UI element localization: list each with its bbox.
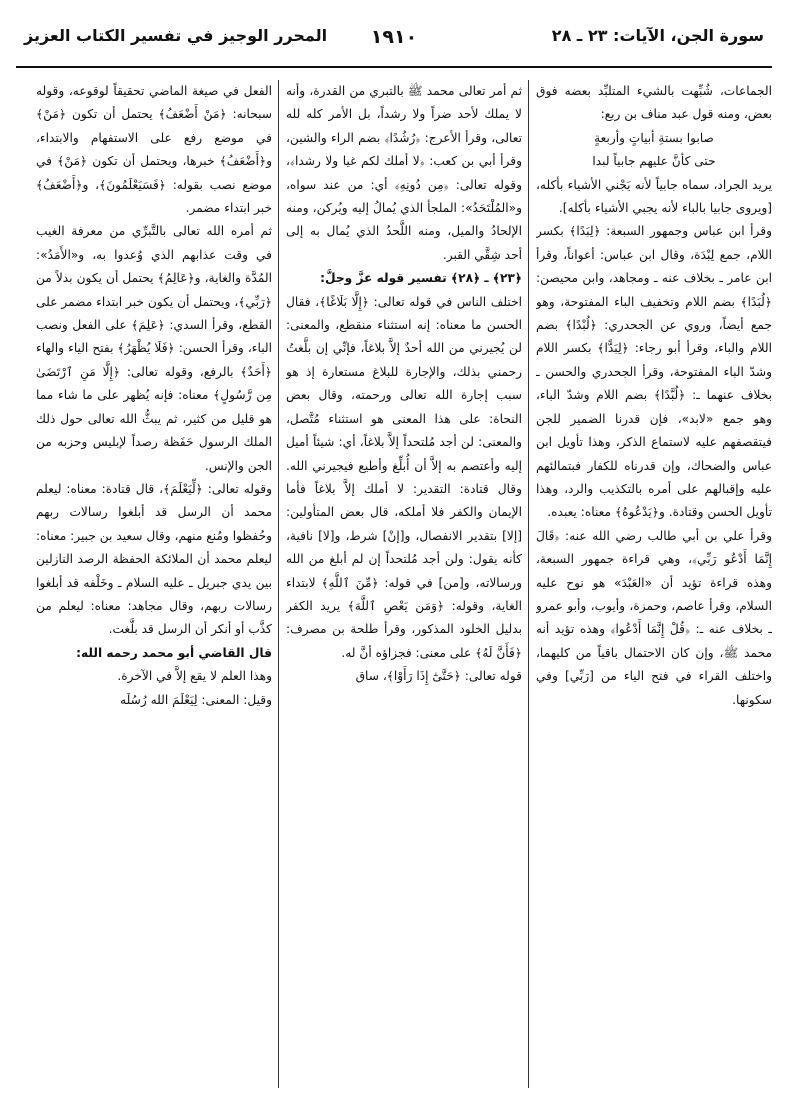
paragraph: اختلف الناس في قوله تعالى: ﴿إِلَّا بَلَاغًا﴾، فقال الحسن ما معناه: إنه استثناء منقطع، والمعنى: لن يُجيرني من الله أحدٌ إلاَّ بلاغاً، فإنِّي إن بلَّغتُ رحمني بذلك، والإجارة للبلاغ مستعارة إذ هو سبب إجارة الله تعالى ورحمته، وقال بعض النحاة: على هذا المعنى هو استثناء مُتَّصل، والمعنى: لن أجد مُلتحداً إلاَّ بلاغاً، أي: شيئاً أميل إليه وأعتصم به إلاَّ أن أُبلِّغ وأطيع فيجيرني الله. وقال قتادة: التقدير: لا أملك إلاَّ بلاغاً فأما الإيمان والكفر فلا أملكه، قال بعض المتأولين: [إلا] بتقدير الانفصال، و[إنْ] شرط، و[لا] نافية، كأنه يقول: ولن أجد مُلتحداً إن لم أبلغ من الله ورسالاته، و[من] في قوله: ﴿مِّنَ ٱللَّهِ﴾ لابتداء الغاية، وقوله: ﴿وَمَن يَعْصِ ٱللَّهَ﴾ يريد الكفر بدليل الخلود المذكور، وقرأ طلحة بن مصرف: ﴿فَأَنَّ لَهُ﴾ على معنى: فجزاؤه أنَّ له. (286, 294, 522, 660)
paragraph: وقوله تعالى: ﴿لِّيَعْلَمَ﴾، قال قتادة: معناه: ليعلم محمد أن الرسل قد أبلغوا رسالات ربهم وحُفظوا ومُنع منهم، وقال سعيد بن جبير: معناه: ليعلم محمد أن الملائكة الحفظة الرصد النازلين بين يدي جبريل ـ عليه السلام ـ وخَلْفه قد أبلغوا رسالات ربهم، وقال مجاهد: معناه: ليعلم من كذَّب أو أنكر أن الرسل قد بلَّغت. (36, 481, 272, 637)
paragraph: وقرأ ابن عباس وجمهور السبعة: ﴿لِبَدًا﴾ بكسر اللام، جمع لِبْدَة، وقال ابن عباس: أعواناً، وقرأ ابن عامر ـ بخلاف عنه ـ ومجاهد، وابن محيصن: ﴿لُبَدًا﴾ بضم اللام وتخفيف الباء المفتوحة، وهو جمع أيضاً، وروي عن الجحدري: ﴿لُبْدًا﴾ بضم اللام والباء، وقرأ أبو رجاء: ﴿لِبَدًّا﴾ بكسر اللام وشدّ الباء المفتوحة، وقرأ الجحدري والحسن ـ بخلاف عنهما ـ: ﴿لُبَّدًا﴾ بضم اللام وشدّ الباء، وهو جمع «لابد»، فإن قدرنا الضمير للجن فيتقصفهم عليه لاستماع الذكر، وهذا تأويل ابن عباس والضحاك، وإن قدرناه للكفار فبتمالئهم عليه وإقبالهم على أمره بالتكذيب والرد، وهذا تأويل الحسن وقتادة. و﴿يَدْعُوهُ﴾ معناه: يعبده. (536, 224, 772, 520)
paragraph: ثم أمر تعالى محمد ﷺ بالتبري من القدرة، وأنه لا يملك لأحد ضراً ولا رشداً، بل الأمر كله لله تعالى، وقرأ الأعرج: ﴿رُشُدًا﴾ بضم الراء والشين، وقرأ أبي بن كعب: ﴿لا أملك لكم غيا ولا رشدا﴾، وقوله تعالى: ﴿مِن دُونِهِ﴾ أي: من عند سواه، و«المُلْتَحَدُ»: الملجأ الذي يُمالُ إليه ويُركن، ومنه الإلحادُ والميل، ومنه اللَّحدُ الذي يُمال به إلى أحد شِقَّي القبر. (286, 84, 522, 262)
paragraph: الفعل في صيغة الماضي تحقيقاً لوقوعه، وقوله سبحانه: ﴿مَنْ أَضْعَفُ﴾ يحتمل أن تكون ﴿مَنْ﴾ في موضع رفع على الاستفهام والابتداء، و﴿أَضْعَفُ﴾ خبرها، ويحتمل أن تكون ﴿مَنْ﴾ في موضع نصب بقوله: ﴿فَسَيَعْلَمُونَ﴾، و﴿أَضْعَفُ﴾ خبر ابتداء مضمر. (36, 84, 272, 216)
poetry-verse: صابوا بستةِ أبياتٍ وأربعةٍ (594, 130, 714, 145)
column-right (536, 80, 772, 1088)
column-divider (528, 80, 529, 1088)
book-title: المحرر الوجيز في تفسير الكتاب العزيز (24, 26, 328, 45)
paragraph: وهذا العلم لا يقع إلاَّ في الآخرة. (117, 669, 272, 684)
paragraph: وقرأ علي بن أبي طالب رضي الله عنه: ﴿قَالَ إِنَّمَا أَدْعُو رَبِّي﴾، وهي قراءة جمهور السبعة، وهذه قراءة تؤيد أن «العَبْدَ» هو نوح عليه السلام، وقرأ عاصم، وحمزة، وأيوب، وأبو عمرو ـ بخلاف عنه ـ: ﴿قُلْ إِنَّمَا أَدْعُوا﴾ وهذه تؤيد أنه محمد ﷺ، وإن كان الاحتمال باقياً من كليهما، واختلف القراء في فتح الياء من [رَبِّي] وفي سكونها. (536, 528, 772, 707)
column-divider (278, 80, 279, 1088)
poetry-verse: حتى كأنَّ عليهم جابياً لبدا (592, 154, 716, 169)
page-header (16, 10, 772, 68)
section-heading: ﴿٢٣﴾ ـ ﴿٢٨﴾ تفسير قوله عزَّ وجلَّ: (320, 271, 522, 286)
column-left (36, 80, 272, 1088)
surah-reference: سورة الجن، الآيات: ٢٣ ـ ٢٨ (551, 26, 764, 45)
paragraph: قوله تعالى: ﴿حَتَّىٰٓ إِذَا رَأَوْا﴾، ساق (355, 669, 522, 684)
paragraph: الجماعات، شُبِّهت بالشيء المتلبِّد بعضه فوق بعض، ومنه قول عبد مناف بن ربع: (536, 84, 772, 122)
paragraph: ثم أمره الله تعالى بالتَّبرِّي من معرفة الغيب في وقت عذابهم الذي وُعدوا به، و«الأَمَدُ»: المُدَّة والغاية، و﴿عَالِمُ﴾ يحتمل أن يكون بدلاً من ﴿رَبِّي﴾، ويحتمل أن يكون خبر ابتداء مضمر على القطع، وقرأ السدي: ﴿عَلِمَ﴾ على الفعل ونصب الباء، وقرأ الحسن: ﴿فَلَا يُظْهَرُ﴾ بفتح الياء والهاء ﴿أَحَدٌ﴾ بالرفع، وقوله تعالى: ﴿إِلَّا مَنِ ٱرْتَضَىٰ مِن رَّسُولٍ﴾ معناه: فإنه يُظهر على ما شاء مما هو قليل من كثير، ثم يبثُّ الله تعالى حول ذلك الملك الرسول حَفَظة رصداً لإبليس وحزبه من الجن والإنس. (36, 224, 272, 473)
paragraph: يريد الجراد، سماه جابياً لأنه يَجْني الأشياء بأكله، [ويروى جابيا بالباء لأنه يجبي الأشياء بأكله]. (536, 177, 772, 216)
text-columns (16, 80, 772, 1088)
section-heading: قال القاضي أبو محمد رحمه الله: (76, 645, 272, 660)
paragraph: وقيل: المعنى: لِيَعْلَمَ الله رُسُلَه (120, 692, 272, 707)
page-number: ١٩١٠ (370, 26, 418, 48)
column-middle (286, 80, 522, 1088)
